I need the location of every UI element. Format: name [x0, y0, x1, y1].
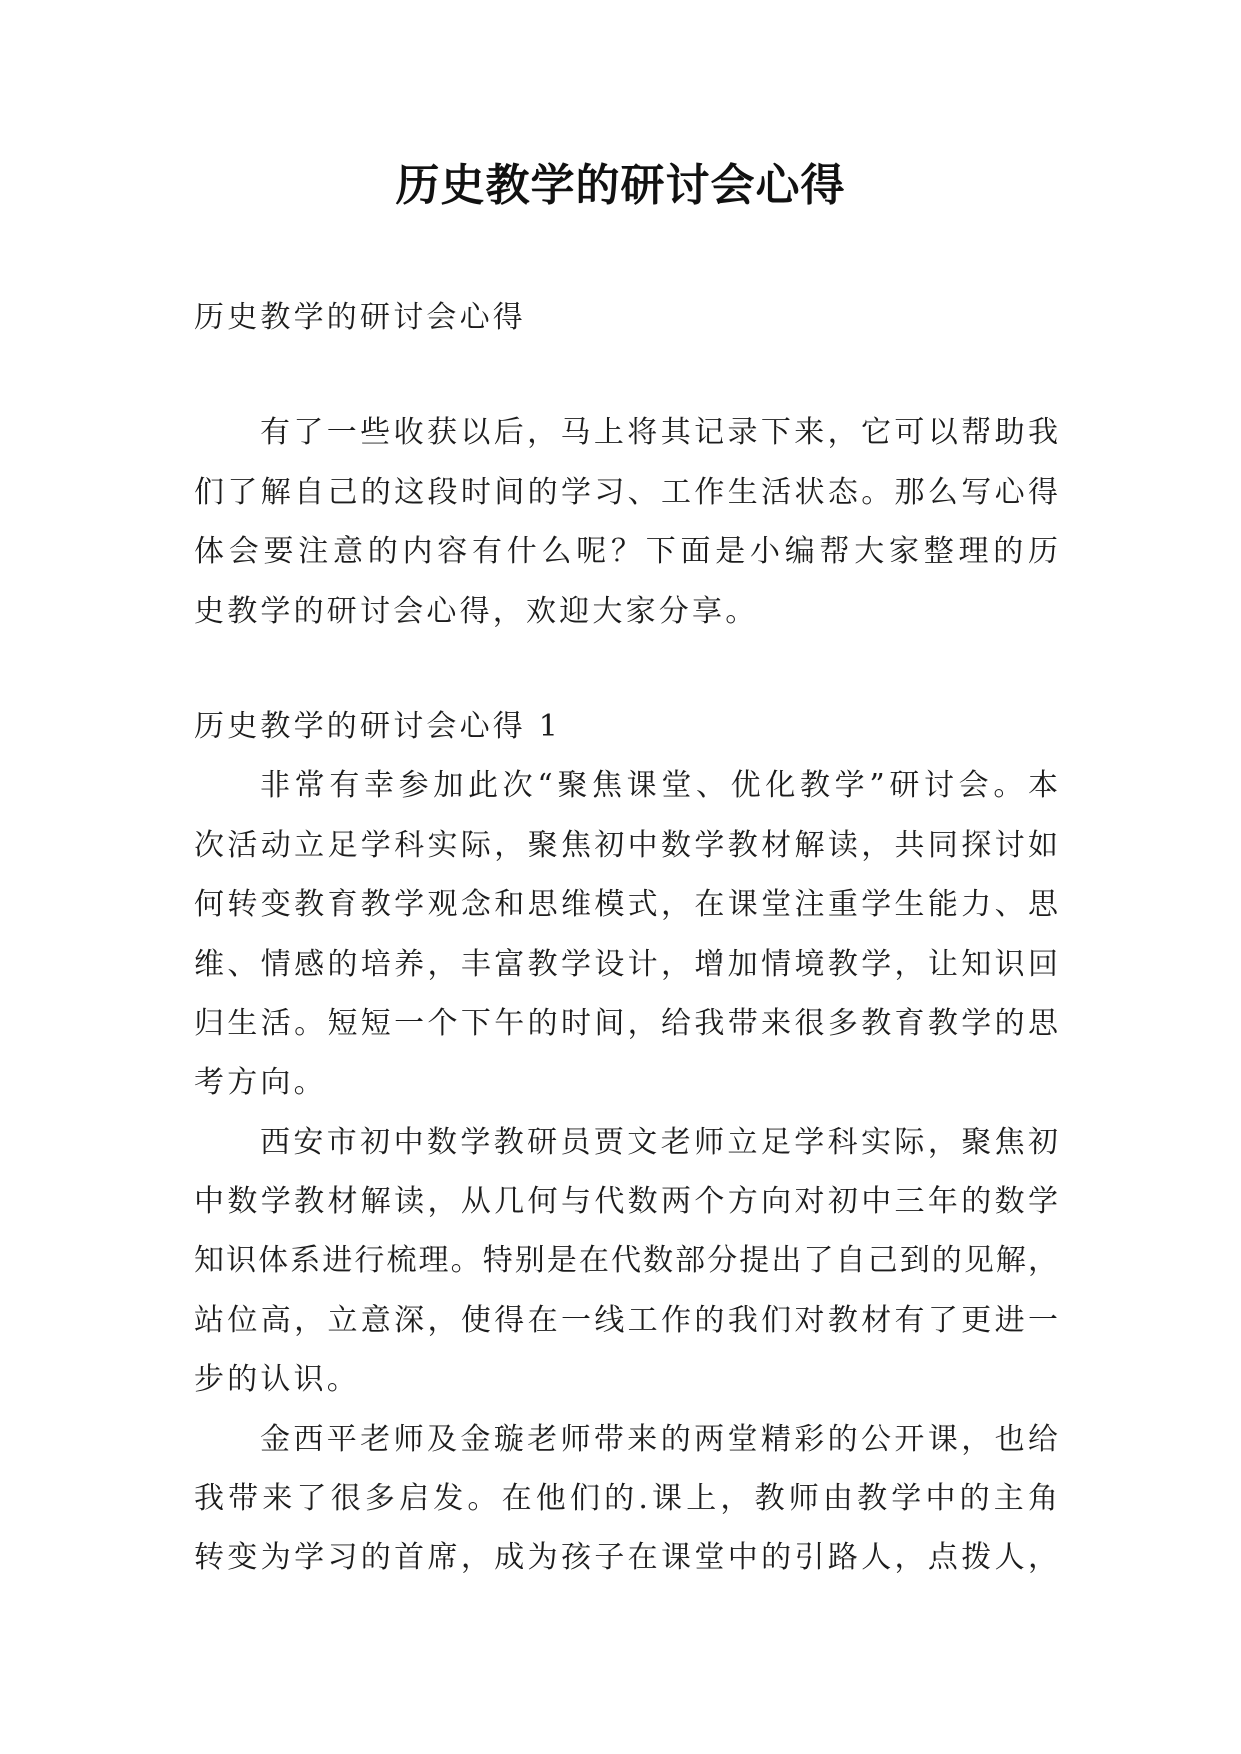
paragraph-line: 有了一些收获以后，马上将其记录下来，它可以帮助我 [260, 415, 1058, 451]
body-paragraph [194, 1113, 1058, 1410]
body-paragraph [194, 756, 1058, 1112]
paragraph-line: 站位高，立意深，使得在一线工作的我们对教材有了更进一 [194, 1302, 1058, 1338]
document-title: 历史教学的研讨会心得 [395, 160, 846, 211]
paragraph-line: 中数学教材解读，从几何与代数两个方向对初中三年的数学 [194, 1184, 1058, 1220]
document-body [194, 288, 1058, 1588]
paragraph-line: 西安市初中数学教研员贾文老师立足学科实际，聚焦初 [260, 1124, 1058, 1160]
paragraph-line: 考方向。 [194, 1065, 327, 1101]
paragraph-line: 归生活。短短一个下午的时间，给我带来很多教育教学的思 [194, 1005, 1058, 1041]
paragraph-line: 知识体系进行梳理。特别是在代数部分提出了自己到的见解， [194, 1243, 1058, 1279]
paragraph-line: 转变为学习的首席，成为孩子在课堂中的引路人，点拨人， [194, 1540, 1058, 1576]
paragraph-line: 我带来了很多启发。在他们的.课上，教师由教学中的主角 [194, 1481, 1058, 1517]
spacer [194, 641, 1058, 697]
paragraph-line: 非常有幸参加此次“聚焦课堂、优化教学”研讨会。本 [260, 768, 1058, 804]
paragraph-line: 何转变教育教学观念和思维模式，在课堂注重学生能力、思 [194, 887, 1058, 923]
paragraph-line: 金西平老师及金璇老师带来的两堂精彩的公开课，也给 [260, 1421, 1058, 1457]
paragraph-line: 步的认识。 [194, 1362, 360, 1398]
paragraph-line: 体会要注意的内容有什么呢？下面是小编帮大家整理的历 [194, 534, 1058, 570]
document-subtitle: 历史教学的研讨会心得 [194, 300, 526, 335]
paragraph-line: 次活动立足学科实际，聚焦初中数学教材解读，共同探讨如 [194, 827, 1058, 863]
intro-paragraph [194, 403, 1058, 641]
paragraph-line: 维、情感的培养，丰富教学设计，增加情境教学，让知识回 [194, 946, 1058, 982]
paragraph-line: 史教学的研讨会心得，欢迎大家分享。 [194, 593, 759, 629]
spacer [194, 347, 1058, 403]
paragraph-line: 们了解自己的这段时间的学习、工作生活状态。那么写心得 [194, 474, 1058, 510]
body-paragraph [194, 1410, 1058, 1588]
section-heading: 历史教学的研讨会心得 1 [194, 708, 562, 744]
